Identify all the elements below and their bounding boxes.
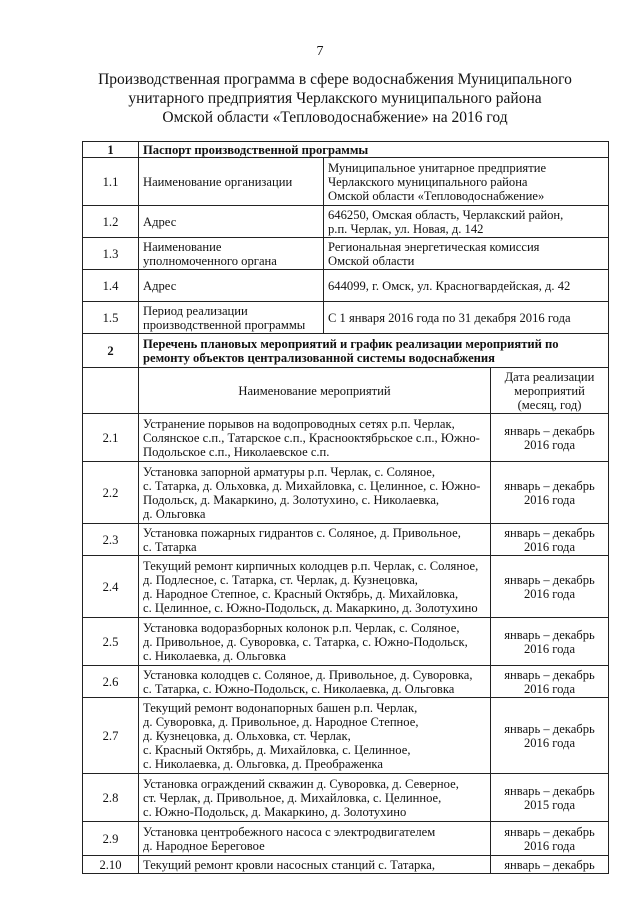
value-line: 646250, Омская область, Черлакский район,: [328, 207, 564, 222]
header-date-line: мероприятий: [514, 383, 585, 398]
activity-line: д. Ольговка: [143, 506, 206, 521]
row-number: 1.4: [83, 270, 139, 302]
activity-line: Подольское с.п., Николаевское с.п.: [143, 444, 330, 459]
section-title-line: Перечень плановых мероприятий и график реализации мероприятий по: [143, 336, 559, 351]
value-line: Муниципальное унитарное предприятие: [328, 160, 547, 175]
date-line: январь – декабрь: [504, 627, 595, 642]
table-row: [83, 270, 609, 302]
label-line: Период реализации: [143, 303, 248, 318]
title-line: Омской области «Тепловодоснабжение» на 2016 год: [162, 109, 508, 126]
date-line: январь – декабрь: [504, 572, 595, 587]
activity-line: Текущий ремонт водонапорных башен р.п. Черлак,: [143, 700, 418, 715]
date-line: январь – декабрь: [504, 423, 595, 438]
row-value: [324, 158, 609, 206]
row-value: [324, 238, 609, 270]
value-line: Черлакского муниципального района: [328, 174, 528, 189]
row-number: 2.8: [83, 774, 139, 822]
date-line: январь – декабрь: [504, 667, 595, 682]
date-line: 2016 года: [523, 735, 576, 750]
date-line: 2016 года: [523, 641, 576, 656]
activity-line: д. Народное Береговое: [143, 838, 265, 853]
activity-line: д. Привольное, д. Суворовка, с. Татарка, с. Южно-Подольск,: [143, 634, 468, 649]
activity-line: с. Татарка, с. Южно-Подольск, с. Николаевка, д. Ольговка: [143, 681, 455, 696]
header-date-line: Дата реализации: [504, 369, 595, 384]
activity-line: Установка ограждений скважин д. Суворовка, д. Северное,: [143, 776, 459, 791]
date-line: январь – декабрь: [504, 478, 595, 493]
table-row: [83, 556, 609, 618]
date-line: 2016 года: [523, 437, 576, 452]
activity-name: [139, 774, 491, 822]
header-date: [491, 368, 609, 414]
activity-line: Установка центробежного насоса с электродвигателем: [143, 824, 436, 839]
date-line: январь – декабрь: [504, 721, 595, 736]
table-row: [83, 856, 609, 874]
date-line: январь – декабрь: [504, 857, 595, 872]
activity-name: [139, 698, 491, 774]
activity-line: с. Татарка, д. Ольховка, д. Михайловка, с. Целинное, с. Южно-: [143, 478, 481, 493]
activity-line: с. Татарка: [143, 539, 197, 554]
table-row: [83, 666, 609, 698]
activity-name: [139, 556, 491, 618]
activity-date: [491, 698, 609, 774]
activity-date: [491, 856, 609, 874]
row-number: 1.1: [83, 158, 139, 206]
row-number: 1.5: [83, 302, 139, 334]
section-title: Паспорт производственной программы: [139, 142, 609, 158]
date-line: 2016 года: [523, 586, 576, 601]
row-label: [139, 302, 324, 334]
row-label: [139, 238, 324, 270]
table-row: [83, 774, 609, 822]
program-table: [82, 141, 609, 874]
value-line: Региональная энергетическая комиссия: [328, 239, 540, 254]
activity-line: с. Южно-Подольск, д. Макаркино, д. Золотухино: [143, 804, 407, 819]
section-title: [139, 334, 609, 368]
label-line: производственной программы: [143, 317, 306, 332]
title-line: Производственная программа в сфере водоснабжения Муниципального: [98, 71, 572, 88]
row-value: 644099, г. Омск, ул. Красногвардейская, д. 42: [324, 270, 609, 302]
row-number: 2.9: [83, 822, 139, 856]
activity-date: [491, 666, 609, 698]
activity-line: с. Целинное, с. Южно-Подольск, д. Макаркино, д. Золотухино: [143, 600, 478, 615]
row-number: 2.7: [83, 698, 139, 774]
label-line: уполномоченного органа: [143, 253, 277, 268]
row-number: 2.6: [83, 666, 139, 698]
date-line: январь – декабрь: [504, 783, 595, 798]
activity-line: Подольск, д. Макаркино, д. Золотухино, с. Николаевка,: [143, 492, 440, 507]
table-row: [83, 206, 609, 238]
column-header-row: [83, 368, 609, 414]
table-row: [83, 238, 609, 270]
activity-line: Установка запорной арматуры р.п. Черлак, с. Соляное,: [143, 464, 436, 479]
date-line: 2016 года: [523, 838, 576, 853]
value-line: Омской области: [328, 253, 415, 268]
date-line: январь – декабрь: [504, 824, 595, 839]
header-num-cell: [83, 368, 139, 414]
activity-date: [491, 774, 609, 822]
activity-line: д. Подлесное, с. Татарка, ст. Черлак, д. Кузнецовка,: [143, 572, 418, 587]
row-number: 1.3: [83, 238, 139, 270]
table-row: [83, 302, 609, 334]
activity-line: Установка водоразборных колонок р.п. Черлак, с. Соляное,: [143, 620, 460, 635]
row-label: Адрес: [139, 270, 324, 302]
table-row: [83, 618, 609, 666]
activity-line: Текущий ремонт кирпичных колодцев р.п. Черлак, с. Соляное,: [143, 558, 479, 573]
row-number: 2.10: [83, 856, 139, 874]
activity-line: Установка пожарных гидрантов с. Соляное, д. Привольное,: [143, 525, 461, 540]
table-row: [83, 462, 609, 524]
activity-line: с. Николаевка, д. Ольговка: [143, 648, 286, 663]
value-line: Омской области «Тепловодоснабжение»: [328, 188, 545, 203]
date-line: январь – декабрь: [504, 525, 595, 540]
activity-line: с. Николаевка, д. Ольговка, д. Преображенка: [143, 756, 383, 771]
section-number: 2: [83, 334, 139, 368]
activity-line: ст. Черлак, д. Привольное, д. Михайловка, с. Целинное,: [143, 790, 442, 805]
table-row: [83, 524, 609, 556]
activity-name: [139, 822, 491, 856]
activity-line: д. Кузнецовка, д. Ольховка, ст. Черлак,: [143, 728, 351, 743]
activity-name: [139, 414, 491, 462]
activity-date: [491, 524, 609, 556]
row-value: С 1 января 2016 года по 31 декабря 2016 года: [324, 302, 609, 334]
activity-line: д. Суворовка, д. Привольное, д. Народное Степное,: [143, 714, 419, 729]
activity-name: [139, 856, 491, 874]
table-row: [83, 158, 609, 206]
date-line: 2015 года: [523, 797, 576, 812]
section-number: 1: [83, 142, 139, 158]
row-number: 2.4: [83, 556, 139, 618]
document-title: [90, 70, 580, 127]
value-line: р.п. Черлак, ул. Новая, д. 142: [328, 221, 484, 236]
section-header-row: [83, 334, 609, 368]
row-number: 1.2: [83, 206, 139, 238]
date-line: 2016 года: [523, 681, 576, 696]
activity-line: Солянское с.п., Татарское с.п., Краснооктябрьское с.п., Южно-: [143, 430, 480, 445]
label-line: Наименование: [143, 239, 222, 254]
activity-date: [491, 462, 609, 524]
activity-date: [491, 556, 609, 618]
row-number: 2.2: [83, 462, 139, 524]
date-line: 2016 года: [523, 492, 576, 507]
activity-date: [491, 414, 609, 462]
title-line: унитарного предприятия Черлакского муниципального района: [128, 90, 542, 107]
page-number: 7: [316, 44, 324, 59]
row-number: 2.5: [83, 618, 139, 666]
section-title-line: ремонту объектов централизованной системы водоснабжения: [143, 350, 495, 365]
activity-line: Установка колодцев с. Соляное, д. Привольное, д. Суворовка,: [143, 667, 473, 682]
activity-line: Текущий ремонт кровли насосных станций с. Татарка,: [143, 857, 436, 872]
activity-name: [139, 462, 491, 524]
activity-line: д. Народное Степное, с. Красный Октябрь, д. Михайловка,: [143, 586, 459, 601]
header-date-line: (месяц, год): [517, 397, 582, 412]
header-name: Наименование мероприятий: [139, 368, 491, 414]
row-number: 2.3: [83, 524, 139, 556]
activity-name: [139, 524, 491, 556]
row-value: [324, 206, 609, 238]
section-header-row: [83, 142, 609, 158]
row-label: Наименование организации: [139, 158, 324, 206]
table-row: [83, 698, 609, 774]
activity-line: с. Красный Октябрь, д. Михайловка, с. Целинное,: [143, 742, 411, 757]
activity-line: Устранение порывов на водопроводных сетях р.п. Черлак,: [143, 416, 455, 431]
activity-date: [491, 822, 609, 856]
row-label: Адрес: [139, 206, 324, 238]
table-row: [83, 414, 609, 462]
row-number: 2.1: [83, 414, 139, 462]
activity-name: [139, 618, 491, 666]
activity-name: [139, 666, 491, 698]
activity-date: [491, 618, 609, 666]
table-row: [83, 822, 609, 856]
date-line: 2016 года: [523, 539, 576, 554]
